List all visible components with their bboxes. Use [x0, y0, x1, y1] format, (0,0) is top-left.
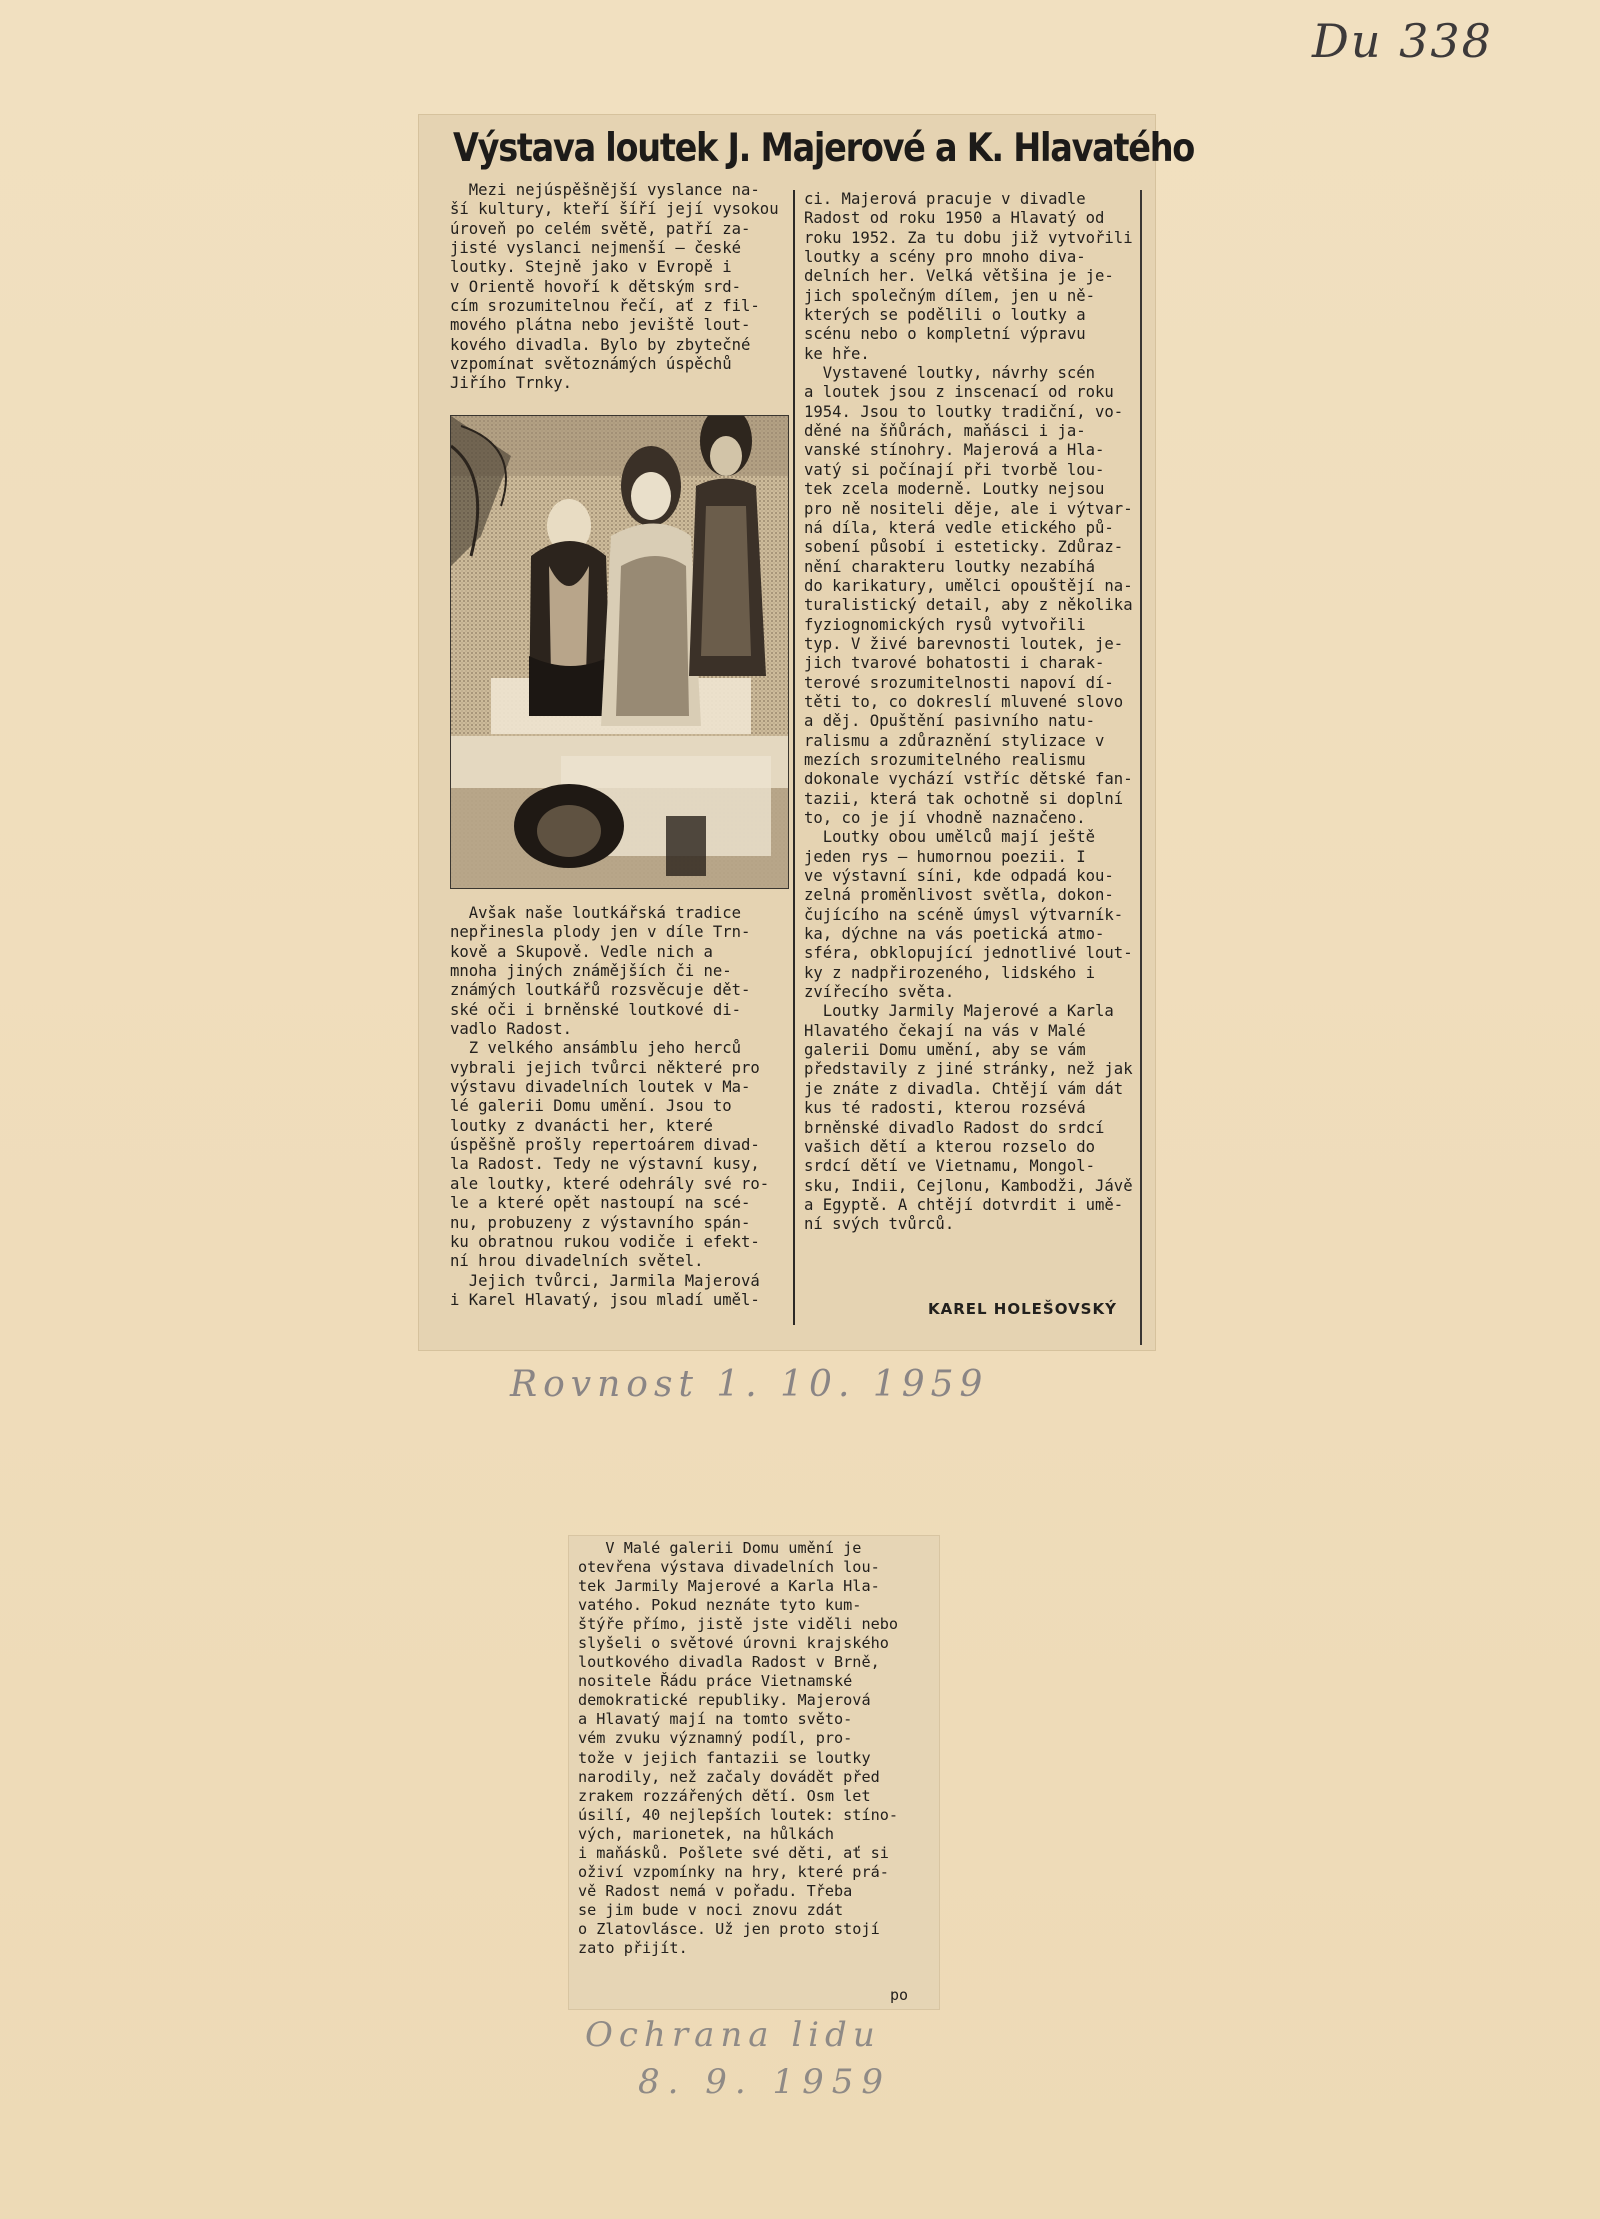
- text-line: V Malé galerii Domu umění je: [578, 1539, 862, 1557]
- text-line: jich společným dílem, jen u ně-: [804, 286, 1096, 305]
- text-line: brněnské divadlo Radost do srdcí: [804, 1118, 1105, 1137]
- text-line: těti to, co dokreslí mluvené slovo: [804, 692, 1124, 711]
- text-line: nění charakteru loutky nezabíhá: [804, 557, 1096, 576]
- text-line: terové srozumitelnosti napoví dí-: [804, 673, 1114, 692]
- notice-signature: po: [890, 1986, 909, 2004]
- text-line: o Zlatovlásce. Už jen proto stojí: [578, 1919, 880, 1938]
- text-line: jeden rys — humornou poezii. I: [804, 847, 1086, 866]
- text-line: Avšak naše loutkářská tradice: [450, 904, 742, 922]
- text-line: Z velkého ansámblu jeho herců: [450, 1039, 742, 1058]
- text-line: představily z jiné stránky, než jak: [804, 1060, 1133, 1079]
- text-line: delních her. Velká většina je je-: [804, 267, 1114, 286]
- text-line: ka, dýchne na vás poetická atmo-: [804, 925, 1105, 944]
- puppets-photo: [450, 415, 789, 889]
- text-line: oživí vzpomínky na hry, které prá-: [578, 1862, 889, 1881]
- text-line: tazii, která tak ochotně si doplní: [804, 789, 1124, 808]
- text-line: vých, marionetek, na hůlkách: [578, 1824, 835, 1843]
- puppets-photo-image: [451, 416, 788, 888]
- text-line: ale loutky, které odehrály své ro-: [450, 1174, 770, 1193]
- text-line: ší kultury, kteří šíří její vysokou: [450, 200, 779, 219]
- text-line: úspěšně prošly repertoárem divad-: [450, 1136, 760, 1155]
- text-line: slyšeli o světové úrovni krajského: [578, 1634, 889, 1653]
- text-line: ní hrou divadelních světel.: [450, 1252, 704, 1271]
- text-line: a Egyptě. A chtějí dotvrdit i umě-: [804, 1195, 1124, 1214]
- text-line: Mezi nejúspěšnější vyslance na-: [450, 181, 760, 199]
- text-line: mezích srozumitelného realismu: [804, 750, 1086, 769]
- text-line: do karikatury, umělci opouštějí na-: [804, 576, 1133, 595]
- text-line: Vystavené loutky, návrhy scén: [804, 364, 1096, 383]
- shelf-mark-handwritten: Du 338: [1312, 14, 1493, 68]
- text-line: zrakem rozzářených dětí. Osm let: [578, 1786, 871, 1805]
- text-line: a loutek jsou z inscenací od roku: [804, 383, 1114, 402]
- text-line: ke hře.: [804, 344, 870, 363]
- text-line: Loutky Jarmily Majerové a Karla: [804, 1002, 1114, 1021]
- text-line: scénu nebo o kompletní výpravu: [804, 325, 1086, 344]
- text-line: kového divadla. Bylo by zbytečné: [450, 335, 751, 354]
- text-line: loutky a scény pro mnoho diva-: [804, 248, 1086, 267]
- text-line: v Orientě hovoří k dětským srd-: [450, 277, 742, 296]
- text-line: nositele Řádu práce Vietnamské: [578, 1672, 853, 1691]
- text-line: le a které opět nastoupí na scé-: [450, 1194, 751, 1213]
- text-line: nepřinesla plody jen v díle Trn-: [450, 923, 751, 942]
- text-line: ná díla, která vedle etického pů-: [804, 518, 1114, 537]
- text-line: vě Radost nemá v pořadu. Třeba: [578, 1881, 853, 1900]
- text-line: mnoha jiných známějších či ne-: [450, 962, 732, 981]
- text-line: Radost od roku 1950 a Hlavatý od: [804, 209, 1105, 228]
- text-line: vadlo Radost.: [450, 1020, 573, 1039]
- text-line: fyziognomických rysů vytvořili: [804, 615, 1086, 634]
- text-line: to, co je jí vhodně naznačeno.: [804, 809, 1086, 827]
- text-line: 1954. Jsou to loutky tradiční, vo-: [804, 402, 1124, 421]
- text-line: úsilí, 40 nejlepších loutek: stíno-: [578, 1805, 899, 1824]
- text-line: ve výstavní síni, kde odpadá kou-: [804, 867, 1114, 886]
- article-column-left-bottom: [450, 904, 769, 1310]
- text-line: sféra, obklopující jednotlivé lout-: [804, 944, 1133, 963]
- article-column-right: [804, 190, 1133, 1235]
- text-line: srdcí dětí ve Vietnamu, Mongol-: [804, 1157, 1096, 1176]
- text-line: a Hlavatý mají na tomto světo-: [578, 1710, 853, 1729]
- text-line: ní svých tvůrců.: [804, 1215, 955, 1234]
- text-line: Loutky obou umělců mají ještě: [804, 828, 1096, 847]
- handwritten-source-second: Ochrana lidu: [585, 2015, 881, 2055]
- text-line: vanské stínohry. Majerová a Hla-: [804, 441, 1105, 460]
- text-line: Jejich tvůrci, Jarmila Majerová: [450, 1271, 760, 1290]
- text-line: vašich dětí a kterou rozselo do: [804, 1137, 1096, 1156]
- text-line: tože v jejich fantazii se loutky: [578, 1748, 871, 1767]
- article-author: KAREL HOLEŠOVSKÝ: [928, 1300, 1117, 1318]
- article-headline: Výstava loutek J. Majerové a K. Hlavatého: [453, 126, 1195, 171]
- text-line: roku 1952. Za tu dobu již vytvořili: [804, 228, 1133, 247]
- handwritten-date-second: 8. 9. 1959: [638, 2062, 892, 2102]
- text-line: ralismu a zdůraznění stylizace v: [804, 731, 1105, 750]
- text-line: jich tvarové bohatosti i charak-: [804, 654, 1105, 673]
- text-line: otevřena výstava divadelních lou-: [578, 1558, 880, 1577]
- text-line: la Radost. Tedy ne výstavní kusy,: [450, 1155, 760, 1174]
- article-column-left-top: [450, 181, 779, 394]
- text-line: vatý si počínají při tvorbě lou-: [804, 460, 1105, 479]
- text-line: ci. Majerová pracuje v divadle: [804, 190, 1086, 208]
- text-line: nu, probuzeny z výstavního spán-: [450, 1213, 751, 1232]
- text-line: vybrali jejich tvůrci některé pro: [450, 1058, 760, 1077]
- text-line: Jiřího Trnky.: [450, 374, 573, 393]
- text-line: pro ně nositeli děje, ale i výtvar-: [804, 499, 1133, 518]
- text-line: zato přijít.: [578, 1938, 688, 1957]
- short-notice-text: [578, 1539, 898, 1958]
- text-line: ky z nadpřirozeného, lidského i: [804, 963, 1096, 982]
- text-line: čujícího na scéně úmysl výtvarník-: [804, 905, 1124, 924]
- text-line: a děj. Opuštění pasivního natu-: [804, 712, 1096, 731]
- text-line: Hlavatého čekají na vás v Malé: [804, 1021, 1086, 1040]
- text-line: se jim bude v noci znovu zdát: [578, 1900, 844, 1919]
- text-line: i Karel Hlavatý, jsou mladí uměl-: [450, 1290, 760, 1309]
- text-line: sku, Indii, Cejlonu, Kambodži, Jávě: [804, 1176, 1133, 1195]
- text-line: štýře přímo, jistě jste viděli nebo: [578, 1615, 899, 1634]
- text-line: kově a Skupově. Vedle nich a: [450, 942, 713, 961]
- text-line: demokratické republiky. Majerová: [578, 1691, 871, 1710]
- text-line: je znáte z divadla. Chtějí vám dát: [804, 1079, 1124, 1098]
- text-line: ku obratnou rukou vodiče i efekt-: [450, 1232, 760, 1251]
- text-line: dokonale vychází vstříc dětské fan-: [804, 770, 1133, 789]
- text-line: loutky. Stejně jako v Evropě i: [450, 258, 732, 277]
- text-line: tek Jarmily Majerové a Karla Hla-: [578, 1577, 880, 1596]
- text-line: zelná proměnlivost světla, dokon-: [804, 886, 1114, 905]
- text-line: typ. V živé barevnosti loutek, je-: [804, 634, 1124, 653]
- text-line: lé galerii Domu umění. Jsou to: [450, 1097, 732, 1116]
- text-line: úroveň po celém světě, patří za-: [450, 219, 751, 238]
- text-line: výstavu divadelních loutek v Ma-: [450, 1078, 751, 1097]
- text-line: turalistický detail, aby z několika: [804, 596, 1133, 615]
- text-line: vatého. Pokud neznáte tyto kum-: [578, 1596, 862, 1615]
- text-line: loutky z dvanácti her, které: [450, 1116, 713, 1135]
- text-line: vém zvuku významný podíl, pro-: [578, 1729, 853, 1748]
- text-line: tek zcela moderně. Loutky nejsou: [804, 480, 1105, 499]
- text-line: mového plátna nebo jeviště lout-: [450, 316, 751, 335]
- clipping-edge-rule: [1140, 190, 1142, 1345]
- text-line: loutkového divadla Radost v Brně,: [578, 1653, 880, 1672]
- text-line: cím srozumitelnou řečí, ať z fil-: [450, 297, 760, 316]
- text-line: zvířecího světa.: [804, 983, 955, 1002]
- text-line: vzpomínat světoznámých úspěchů: [450, 355, 732, 374]
- text-line: kterých se podělili o loutky a: [804, 306, 1086, 325]
- text-line: ské oči i brněnské loutkové di-: [450, 1000, 742, 1019]
- text-line: i maňásků. Pošlete své děti, ať si: [578, 1843, 889, 1862]
- text-line: sobení působí i esteticky. Zdůraz-: [804, 538, 1124, 557]
- text-line: narodily, než začaly dovádět před: [578, 1767, 880, 1786]
- text-line: jisté vyslanci nejmenší — české: [450, 239, 742, 258]
- column-divider: [793, 190, 795, 1325]
- text-line: děné na šňůrách, maňásci i ja-: [804, 422, 1086, 441]
- text-line: známých loutkářů rozsvěcuje dět-: [450, 981, 751, 1000]
- text-line: galerii Domu umění, aby se vám: [804, 1041, 1086, 1060]
- handwritten-source-date-first: Rovnost 1. 10. 1959: [510, 1364, 989, 1405]
- text-line: kus té radosti, kterou rozsévá: [804, 1099, 1086, 1118]
